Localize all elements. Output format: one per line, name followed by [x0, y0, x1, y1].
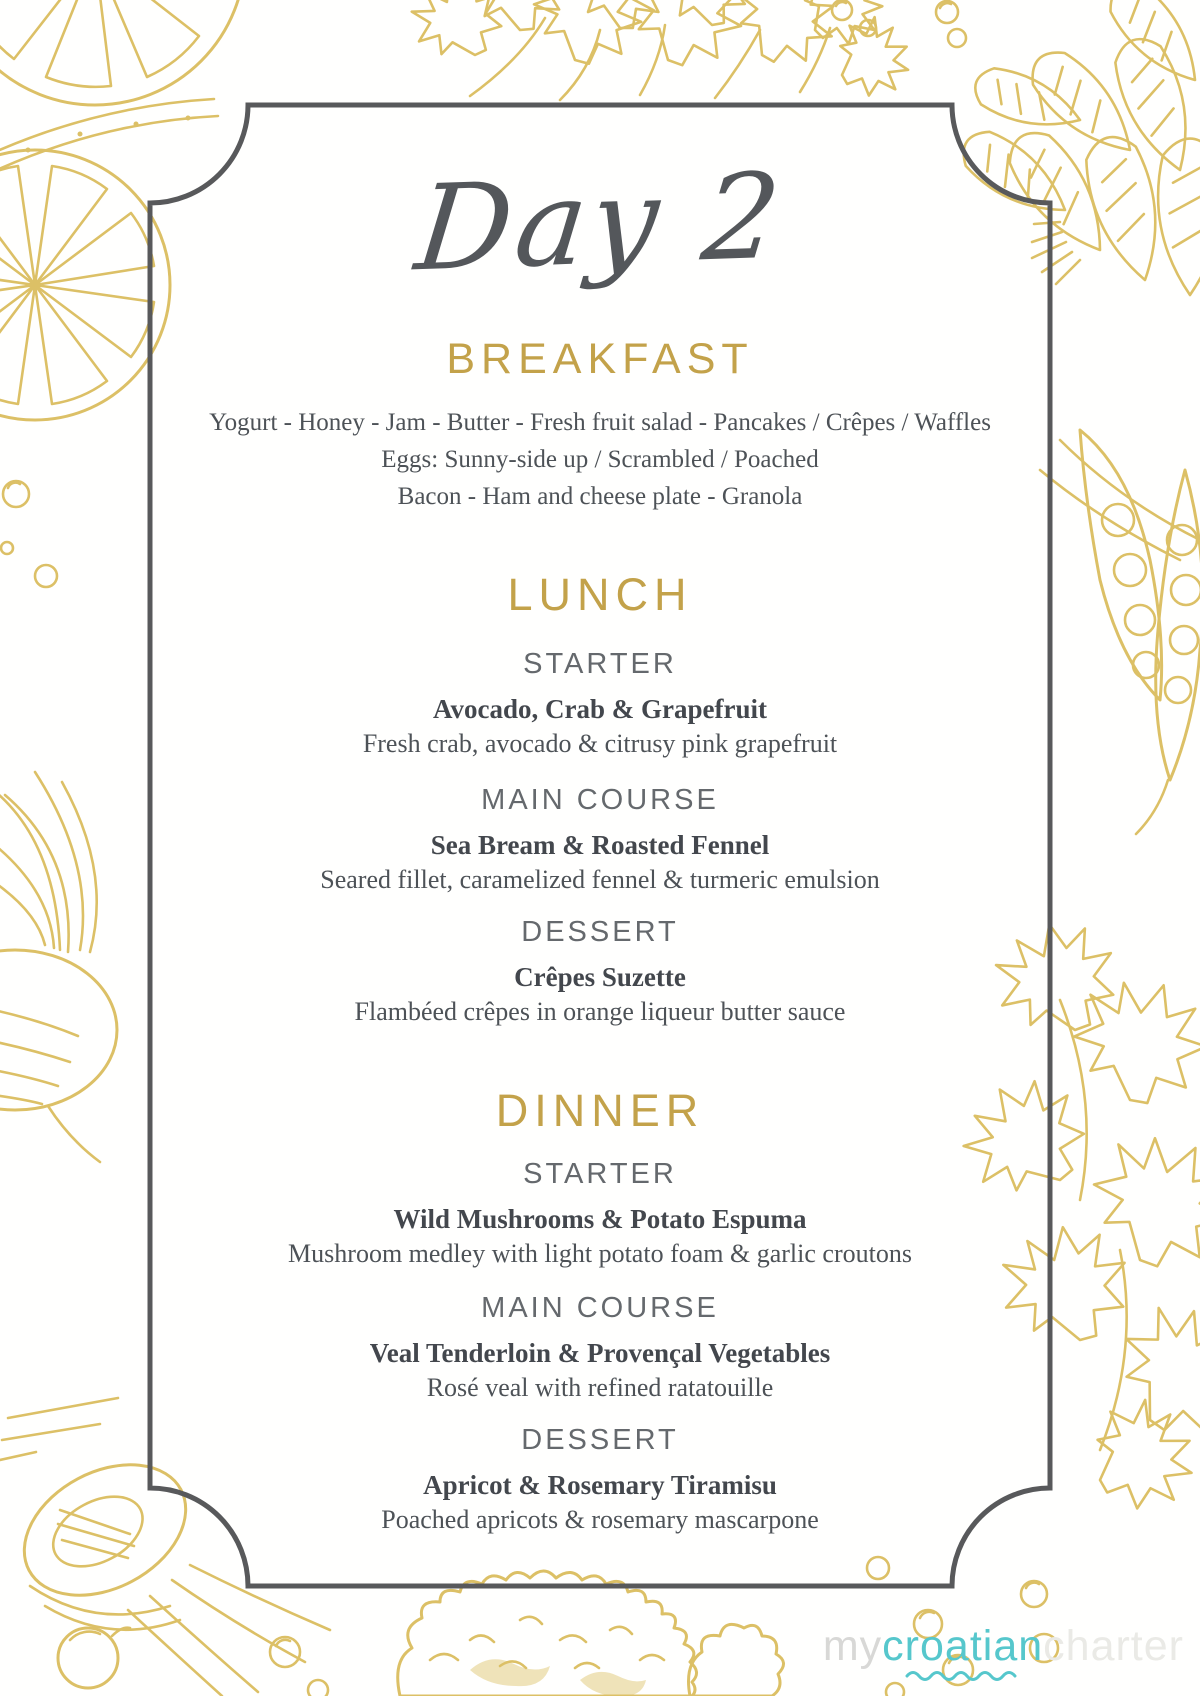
dish-name: Sea Bream & Roasted Fennel: [430, 830, 770, 860]
breakfast-heading: BREAKFAST: [446, 335, 754, 383]
watermark-my: my: [822, 1622, 883, 1670]
breakfast-line: Bacon - Ham and cheese plate - Granola: [397, 483, 803, 510]
dish-name: Apricot & Rosemary Tiramisu: [423, 1470, 777, 1500]
dish-name: Crêpes Suzette: [514, 962, 686, 992]
watermark-croatian: croatian: [882, 1622, 1043, 1671]
watermark: [823, 1622, 1184, 1671]
dish-name: Veal Tenderloin & Provençal Vegetables: [369, 1338, 831, 1368]
lunch-starter-course: [150, 648, 1050, 761]
breakfast-line: Eggs: Sunny-side up / Scrambled / Poached: [381, 446, 819, 473]
course-label: STARTER: [523, 1158, 677, 1190]
lunch-heading: LUNCH: [507, 569, 693, 620]
lunch-dessert-course: [150, 916, 1050, 1029]
teal-wave-icon: [904, 1666, 1022, 1682]
dinner-starter-course: [150, 1158, 1050, 1271]
breakfast-line: Yogurt - Honey - Jam - Butter - Fresh fruit salad - Pancakes / Crêpes / Waffles: [209, 409, 991, 436]
dish-description: Mushroom medley with light potato foam & garlic croutons: [288, 1239, 912, 1268]
dinner-heading: DINNER: [495, 1085, 705, 1136]
dish-description: Flambéed crêpes in orange liqueur butter sauce: [354, 997, 846, 1026]
dinner-dessert-course: [150, 1424, 1050, 1537]
watermark-charter: charter: [1043, 1622, 1184, 1670]
lunch-main-course: [150, 784, 1050, 897]
dish-description: Fresh crab, avocado & citrusy pink grapefruit: [362, 729, 838, 758]
dish-description: Seared fillet, caramelized fennel & turmeric emulsion: [320, 865, 880, 894]
course-label: DESSERT: [521, 1424, 679, 1456]
course-label: MAIN COURSE: [481, 784, 719, 816]
dish-description: Rosé veal with refined ratatouille: [426, 1373, 774, 1402]
dinner-main-course: [150, 1292, 1050, 1405]
course-label: DESSERT: [521, 916, 679, 948]
course-label: MAIN COURSE: [481, 1292, 719, 1324]
dish-description: Poached apricots & rosemary mascarpone: [381, 1505, 819, 1534]
dish-name: Avocado, Crab & Grapefruit: [433, 694, 767, 724]
page-title: Day 2: [409, 146, 791, 298]
course-label: STARTER: [523, 648, 677, 680]
breakfast-items: [150, 404, 1050, 515]
dish-name: Wild Mushrooms & Potato Espuma: [393, 1204, 807, 1234]
